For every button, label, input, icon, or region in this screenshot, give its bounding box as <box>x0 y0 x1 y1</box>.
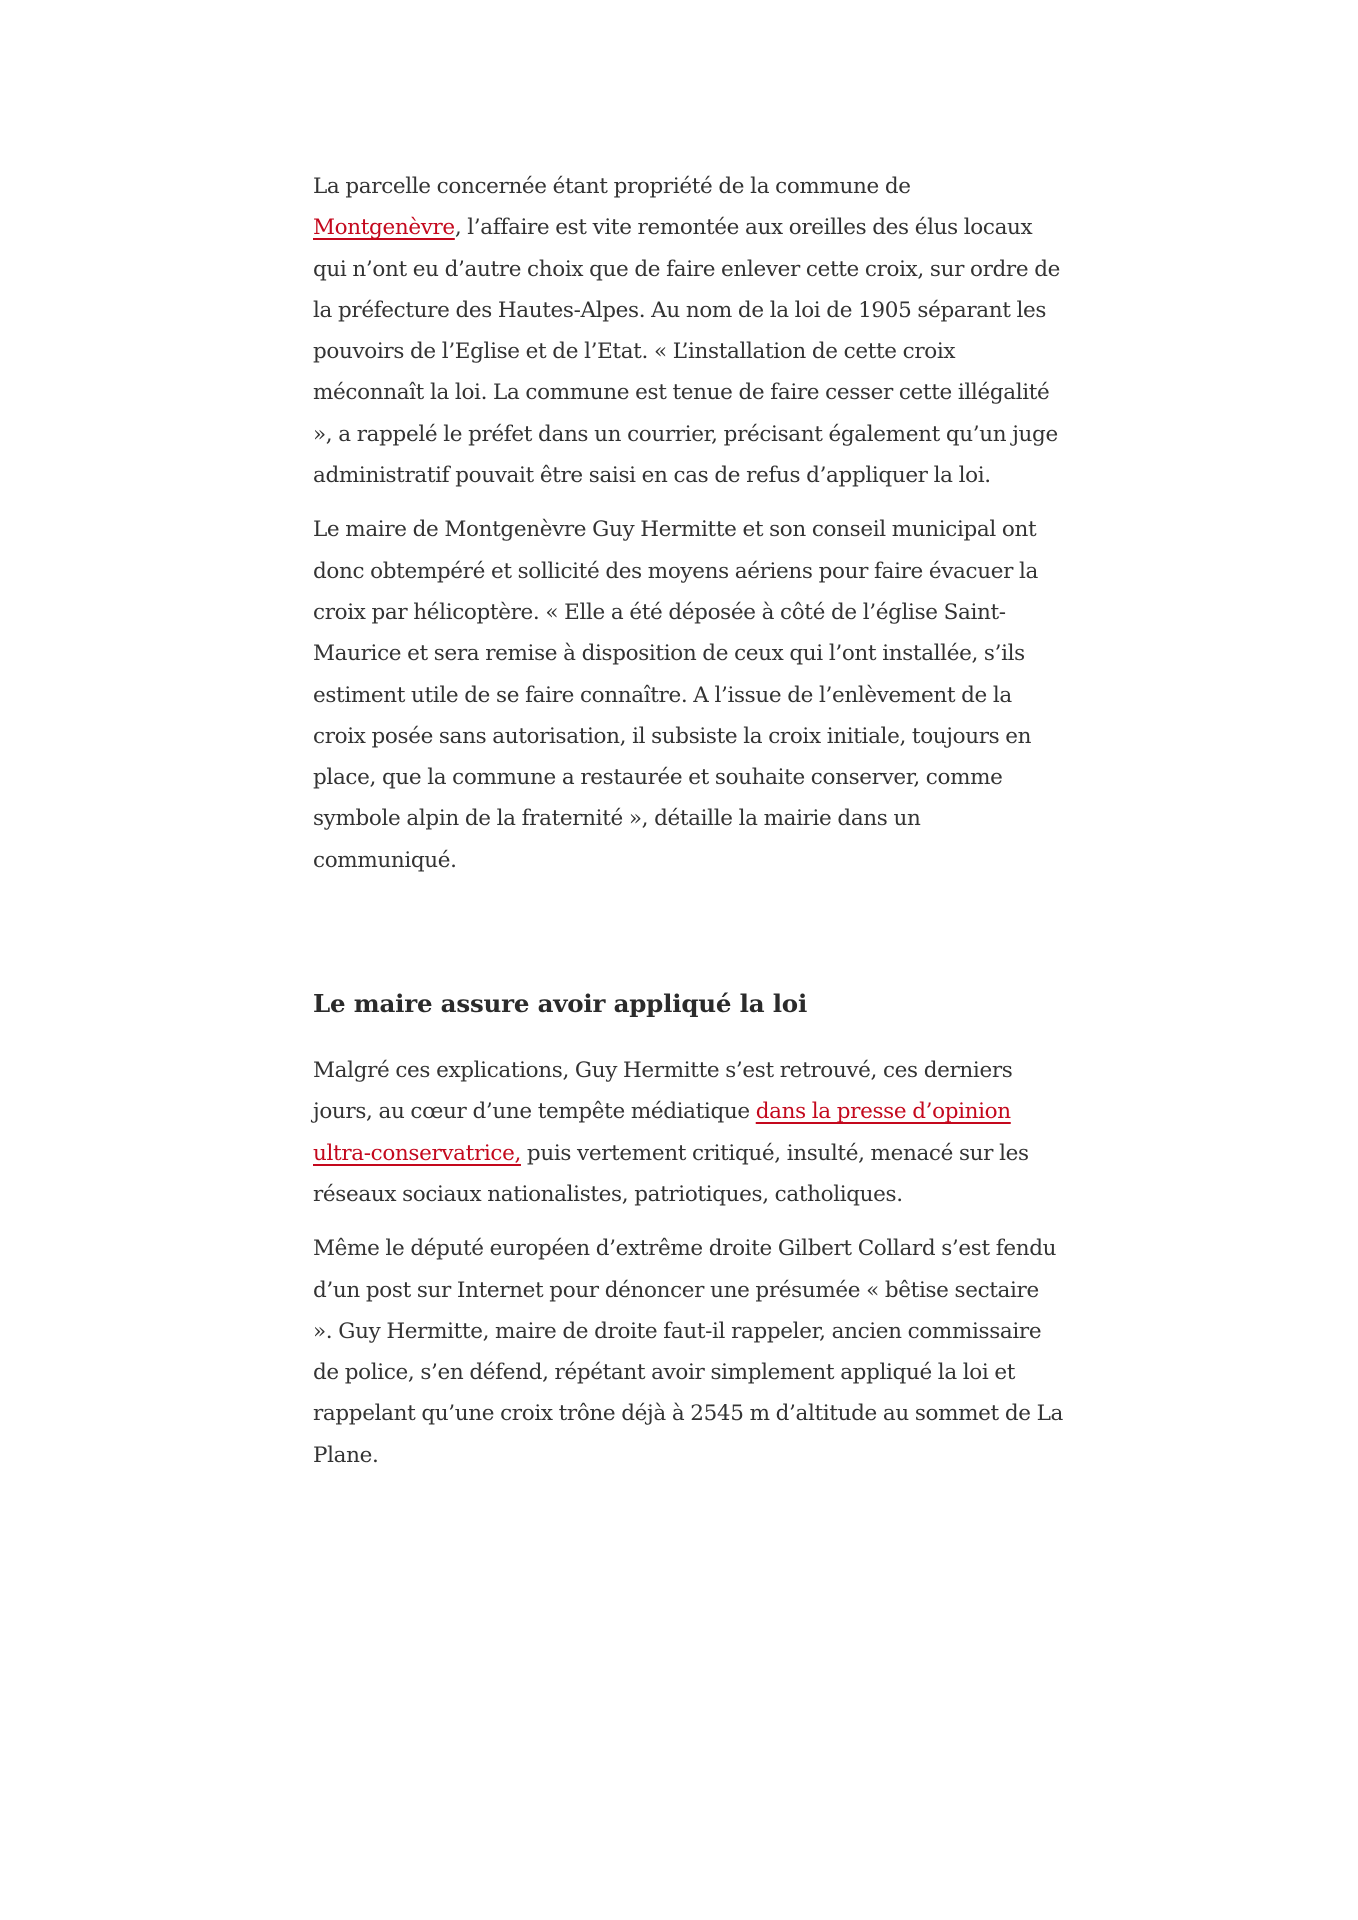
paragraph-1-text-before: La parcelle concernée étant propriété de la commune de <box>313 174 911 199</box>
paragraph-3-text-after: puis vertement critiqué, insulté, menacé sur les réseaux sociaux nationalistes, patriotiques, catholiques. <box>313 1140 1029 1207</box>
paragraph-2: Le maire de Montgenèvre Guy Hermitte et son conseil municipal ont donc obtempéré et sollicité des moyens aériens pour faire évacuer la croix par hélicoptère. « Elle a été déposée à côté de l’église Saint-Maurice et sera remise à disposition de ceux qui l’ont installée, s’ils estiment utile de se faire connaître. A l’issue de l’enlèvement de la croix posée sans autorisation, il subsiste la croix initiale, toujours en place, que la commune a restaurée et souhaite conserver, comme symbole alpin de la fraternité », détaille la mairie dans un communiqué. <box>313 517 1038 873</box>
paragraph-3 <box>313 1050 1063 1215</box>
paragraph-3-text-before: Malgré ces explications, Guy Hermitte s’est retrouvé, ces derniers jours, au cœur d’une tempête médiatique <box>313 1058 1013 1125</box>
section-heading: Le maire assure avoir appliqué la loi <box>313 989 808 1019</box>
ultra-conservative-press-link[interactable]: dans la presse d’opinion ultra-conservatrice, <box>313 1099 1011 1166</box>
montgenevre-link[interactable]: Montgenèvre <box>313 215 455 241</box>
paragraph-1-text-after: , l’affaire est vite remontée aux oreilles des élus locaux qui n’ont eu d’autre choix que de faire enlever cette croix, sur ordre de la préfecture des Hautes-Alpes. Au nom de la loi de 1905 séparant les pouvoirs de l’Eglise et de l’Etat. « L’installation de cette croix méconnaît la loi. La commune est tenue de faire cesser cette illégalité », a rappelé le préfet dans un courrier, précisant également qu’un juge administratif pouvait être saisi en cas de refus d’appliquer la loi. <box>313 215 1060 489</box>
article-body <box>313 166 1063 1489</box>
paragraph-1 <box>313 166 1063 496</box>
paragraph-4: Même le député européen d’extrême droite Gilbert Collard s’est fendu d’un post sur Internet pour dénoncer une présumée « bêtise sectaire ». Guy Hermitte, maire de droite faut-il rappeler, ancien commissaire de police, s’en défend, répétant avoir simplement appliqué la loi et rappelant qu’une croix trône déjà à 2545 m d’altitude au sommet de La Plane. <box>313 1236 1063 1468</box>
